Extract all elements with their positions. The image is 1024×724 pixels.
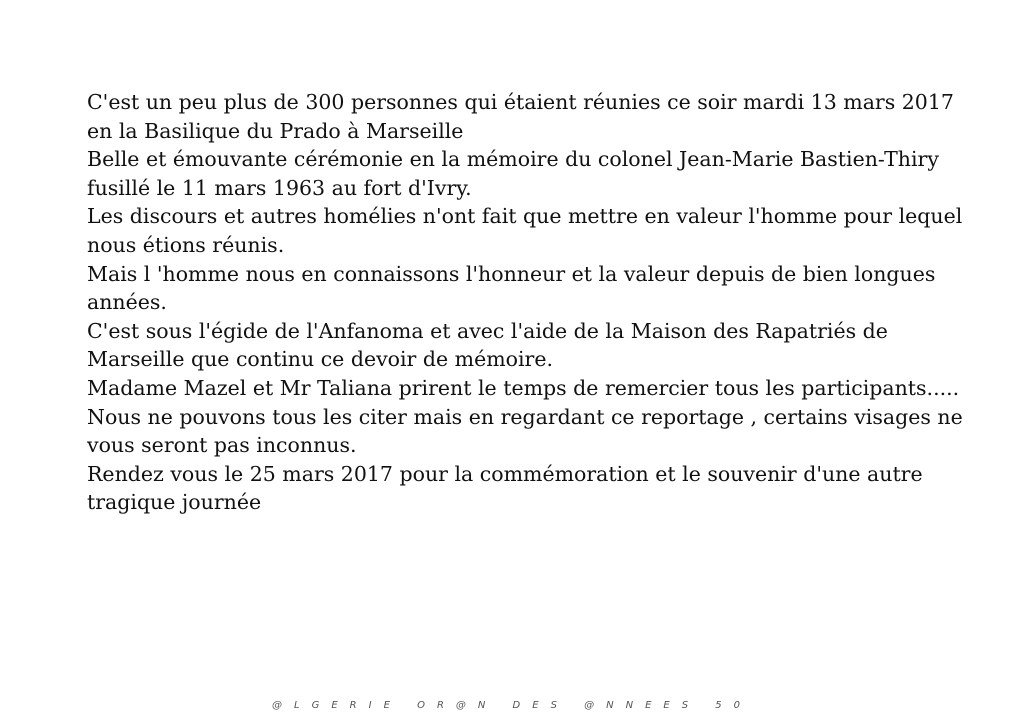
body-text xyxy=(87,88,967,517)
paragraph: Nous ne pouvons tous les citer mais en regardant ce reportage , certains visages ne vous seront pas inconnus. xyxy=(87,404,963,458)
paragraph: Mais l 'homme nous en connaissons l'honneur et la valeur depuis de bien longues années. xyxy=(87,261,936,315)
paragraph: C'est un peu plus de 300 personnes qui étaient réunies ce soir mardi 13 mars 2017 en la Basilique du Prado à Marseille xyxy=(87,90,954,143)
paragraph: C'est sous l'égide de l'Anfanoma et avec l'aide de la Maison des Rapatriés de Marseille que continu ce devoir de mémoire. xyxy=(87,318,888,372)
paragraph: Les discours et autres homélies n'ont fait que mettre en valeur l'homme pour lequel nous étions réunis. xyxy=(87,204,963,257)
paragraph: Madame Mazel et Mr Taliana prirent le temps de remercier tous les participants..... xyxy=(87,375,960,400)
paragraph: Belle et émouvante cérémonie en la mémoire du colonel Jean-Marie Bastien-Thiry fusillé le 11 mars 1963 au fort d'Ivry. xyxy=(87,147,939,200)
page-footer: @LGERIE OR@N DES @NNEES 50 xyxy=(272,700,752,711)
paragraph: Rendez vous le 25 mars 2017 pour la commémoration et le souvenir d'une autre tragique journée xyxy=(87,461,923,515)
